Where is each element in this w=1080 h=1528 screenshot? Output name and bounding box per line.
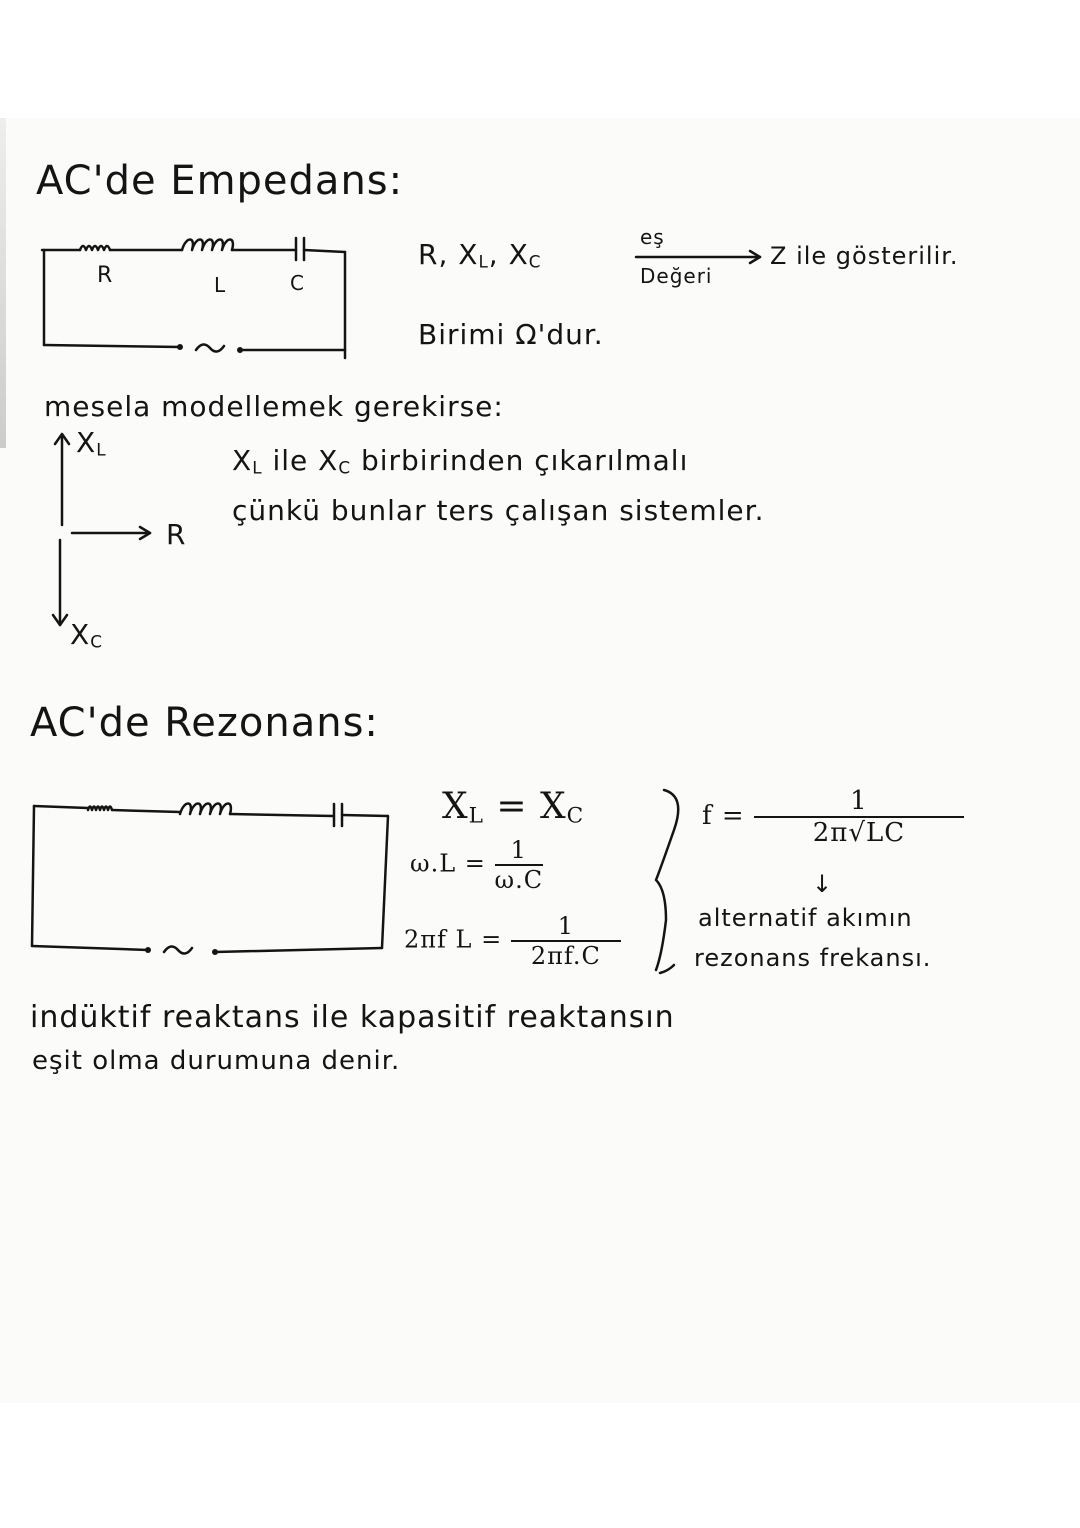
capacitor-label: C bbox=[290, 271, 304, 295]
resonance-condition: $X_L = X_C$ bbox=[442, 786, 585, 829]
subtraction-note-line1: XL ile XC birbirinden çıkarılmalı bbox=[232, 444, 689, 478]
phasor-xc-label: XC bbox=[70, 618, 103, 652]
impedance-symbol-text: Z ile gösterilir. bbox=[770, 242, 959, 270]
resistor-label: R bbox=[97, 263, 113, 288]
frequency-caption-line2: rezonans frekansı. bbox=[694, 944, 932, 972]
phasor-r-label: R bbox=[166, 518, 187, 551]
frequency-equation: 2πf L = $\frac{1}{2\pi f.C}$ bbox=[404, 912, 621, 970]
subtraction-note-line2: çünkü bunlar ters çalışan sistemler. bbox=[232, 494, 765, 527]
resonance-definition-line1: indüktif reaktans ile kapasitif reaktansın bbox=[30, 1000, 675, 1035]
arrow-label-bottom: Değeri bbox=[640, 264, 713, 288]
down-arrow-icon: ↓ bbox=[812, 870, 834, 898]
resonance-frequency-formula: f = $\frac{1}{2\pi√LC}$ bbox=[702, 786, 964, 848]
resonance-definition-line2: eşit olma durumuna denir. bbox=[32, 1046, 401, 1076]
frequency-caption-line1: alternatif akımın bbox=[698, 904, 913, 932]
inductor-label: L bbox=[214, 273, 226, 297]
phasor-xl-label: XL bbox=[76, 426, 107, 460]
omega-equation: ω.L = $\frac{1}{\omega.C}$ bbox=[410, 836, 544, 894]
unit-line: Birimi Ω'dur. bbox=[418, 318, 604, 351]
impedance-definition: R, XL, XC bbox=[418, 238, 542, 272]
arrow-label-top: eş bbox=[640, 225, 665, 249]
modelling-intro: mesela modellemek gerekirse: bbox=[44, 390, 504, 423]
section-title-rezonans: AC'de Rezonans: bbox=[30, 700, 379, 746]
section-title-empedans: AC'de Empedans: bbox=[36, 158, 404, 204]
